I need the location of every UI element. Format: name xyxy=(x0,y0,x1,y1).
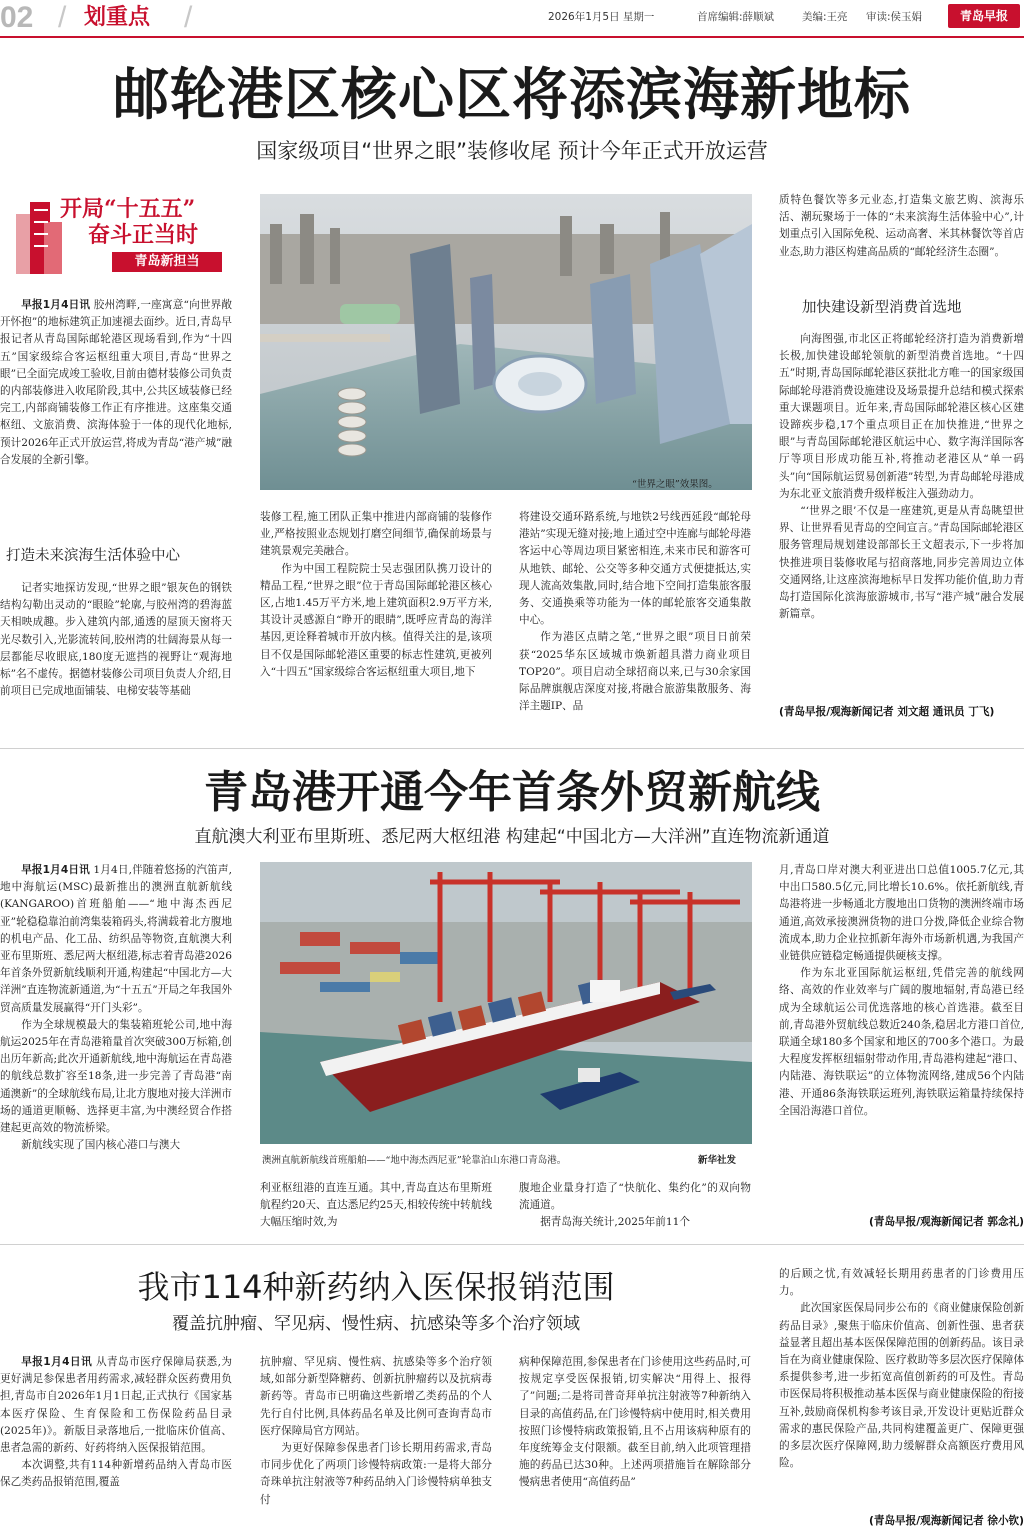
story2-column-1 xyxy=(0,862,232,1224)
story1-photo-caption: “世界之眼”效果图。 xyxy=(632,479,718,490)
story3-col4-text-2: 此次国家医保局同步公布的《商业健康保险创新药品目录》,聚焦于临床价值高、创新性强、患者获益显著且超出基本医保保障范围的创新药品。该目录旨在为商业健康保险、医疗救助等多层次医疗保障体系提供参考,进一步拓宽高值创新药的可及性。青岛市医保局将积极推动基本医保与商业健康保险的衔接互补,鼓励商保机构参考该目录,开发设计更贴近群众需求的惠民保险产品,共同构建覆盖更广、保障更强的多层次医疗保障网,助力缓解群众高额医疗费用风险。 xyxy=(779,1302,1024,1470)
badge-tagline: 青岛新担当 xyxy=(112,252,222,272)
story-divider xyxy=(0,1244,1024,1245)
story2-headline: 青岛港开通今年首条外贸新航线 xyxy=(204,767,820,818)
story3-col4-text: 的后顾之忧,有效减轻长期用药患者的门诊费用压力。 xyxy=(779,1268,1024,1298)
story2-photo-credit: 新华社发 xyxy=(698,1155,737,1166)
story2-subheadline: 直航澳大利亚布里斯班、悉尼两大枢纽港 构建起“中国北方—大洋洲”直连物流新通道 xyxy=(194,827,830,847)
story2-col1-text: 1月4日,伴随着悠扬的汽笛声,地中海航运(MSC)最新推出的澳洲直航新航线(KANGAROO)首班船舶——“地中海杰西尼亚”轮稳稳靠泊前湾集装箱码头,将满载着北方腹地的机电产品、化工品、纺织品等物资,直航澳大利亚布里斯班、悉尼两大枢纽港,标志着青岛港2026年首条外贸新航线顺利开通,构建起“中国北方—大洋洲”直连物流新通道,为“十五五”开局之年我国外贸高质量发展赢得“开门头彩”。 xyxy=(0,864,232,1014)
story2-col2-text: 利亚枢纽港的直连互通。其中,青岛直达布里斯班航程约20天、直达悉尼约25天,相较传统中转航线大幅压缩时效,为 xyxy=(260,1182,492,1229)
badge-title-line1: 开局“十五五” xyxy=(60,196,196,222)
page-number: 02 xyxy=(0,1,34,34)
story2-col4-text-2: 作为东北亚国际航运枢纽,凭借完善的航线网络、高效的作业效率与广阔的腹地辐射,青岛港已经成为全球航运公司优选落地的核心首选港。截至目前,青岛港外贸航线总数近240条,稳居北方港口首位,联通全球180多个国家和地区的700多个港口。为最大程度发挥枢纽辐射带动作用,青岛港构建起“港口、内陆港、海铁联运”的立体物流网络,建成56个内陆港、开通86条海铁联运班列,海铁联运箱量持续保持全国沿海港口首位。 xyxy=(779,967,1024,1117)
art-editor: 美编:王亮 xyxy=(802,11,848,23)
story3-column-2 xyxy=(260,1354,492,1531)
badge-title-line2: 奋斗正当时 xyxy=(88,222,199,248)
story1-column-2 xyxy=(260,509,492,740)
story1-col2-text: 装修工程,施工团队正集中推进内部商铺的装修作业,严格按照业态规划打磨空间细节,确保前场景与建筑景观完美融合。 xyxy=(260,511,492,558)
story1-column-1b xyxy=(0,580,232,740)
story1-column-3 xyxy=(519,509,751,740)
story2-col1-text-2: 作为全球规模最大的集装箱班轮公司,地中海航运2025年在青岛港箱量首次突破300万标箱,创出历年新高;此次开通新航线,地中海航运在青岛港的航线总数扩容至18条,进一步完善了青岛港“南通澳新”的全球航线布局,让北方腹地对接大洋洲市场的通道更顺畅、选择更丰富,为中澳经贸合作搭建起更高效的物流桥梁。 xyxy=(0,1018,232,1135)
story3-column-1 xyxy=(0,1354,232,1531)
story1-col4-text-2: 向海图强,市北区正将邮轮经济打造为消费新增长极,加快建设邮轮领航的新型消费首选地。“十四五”时期,青岛国际邮轮港区获批北方唯一的国家级国际邮轮母港消费设施建设及场景提升总结和模式探索重大课题项目。近年来,青岛国际邮轮港区核心区建设蹄疾步稳,17个重点项目正在加快推进,“世界之眼”与青岛国际邮轮港区航运中心、数字海洋国际客厅等项目形成功能互补,将推动老港区从“单一码头”向“国际航运贸易创新港”转型,为青岛邮轮母港成为东北亚文旅消费升级样板注入强劲动力。 xyxy=(779,333,1024,500)
story-divider xyxy=(0,748,1024,749)
header-rule xyxy=(0,36,1024,38)
story2-photo-caption: 澳洲直航新航线首班船舶——“地中海杰西尼亚”轮靠泊山东港口青岛港。 xyxy=(262,1155,567,1166)
chief-editor: 首席编辑:薛顺斌 xyxy=(697,11,775,23)
story2-column-2 xyxy=(260,1180,492,1234)
brand-logo: 青岛早报 xyxy=(948,4,1020,28)
story2-photo xyxy=(260,862,752,1144)
story3-col2-text-2: 为更好保障参保患者门诊长期用药需求,青岛市同步优化了两项门诊慢特病政策:一是将大部分奇珠单抗注射液等7种药品纳入门诊慢特病单独支付 xyxy=(260,1442,492,1506)
story1-col3-text-2: 作为港区点睛之笔,“世界之眼”项目日前荣获“2025华东区域城市焕新超具潜力商业项目TOP20”。项目启动全球招商以来,已与30余家国际品牌旗舰店深度对接,将融合旅游集散服务、海洋主题IP、品 xyxy=(519,631,751,713)
issue-date: 2026年1月5日 星期一 xyxy=(548,11,655,23)
story1-subhead-2: 加快建设新型消费首选地 xyxy=(802,300,962,316)
story1-column-1 xyxy=(0,297,232,527)
story1-column-4 xyxy=(779,192,1024,282)
header-divider-slash: / xyxy=(184,1,193,34)
story1-subheadline: 国家级项目“世界之眼”装修收尾 预计今年正式开放运营 xyxy=(256,139,768,163)
proofreader: 审读:侯玉娟 xyxy=(866,11,923,23)
story2-col3-text-2: 据青岛海关统计,2025年前11个 xyxy=(540,1216,690,1229)
story1-subhead-1: 打造未来滨海生活体验中心 xyxy=(6,548,180,564)
story1-column-4b xyxy=(779,331,1024,703)
story1-headline: 邮轮港区核心区将添滨海新地标 xyxy=(113,63,911,128)
story3-col2-text: 抗肿瘤、罕见病、慢性病、抗感染等多个治疗领域,如部分新型降糖药、创新抗肿瘤药以及抗病毒新药等。青岛市已明确这些新增乙类药品的个人先行自付比例,具体药品名单及比例可查询青岛市医疗保障局官方网站。 xyxy=(260,1356,492,1437)
story1-col3-text: 将建设交通环路系统,与地铁2号线西延段“邮轮母港站”实现无缝对接;地上通过空中连廊与邮轮母港客运中心等周边项目紧密相连,未来市民和游客可从地铁、邮轮、公交等多种交通方式便捷抵达,实现人流高效集散,同时,结合地下空间打造集旅客服务、交通换乘等功能为一体的邮轮旅客交通集散中心。 xyxy=(519,511,751,627)
dateline: 早报1月4日讯 xyxy=(21,299,91,311)
story3-headline: 我市114种新药纳入医保报销范围 xyxy=(137,1268,615,1306)
story3-col1-text: 从青岛市医疗保障局获悉,为更好满足参保患者用药需求,减轻群众医药费用负担,青岛市自2026年1月1日起,正式执行《国家基本医疗保险、生育保险和工伤保险药品目录(2025年)》。新版目录落地后,一批临床价值高、患者急需的新药、好药将纳入医保报销范围。 xyxy=(0,1356,232,1455)
story3-col3-text: 病种保障范围,参保患者在门诊使用这些药品时,可按规定享受医保报销,切实解决“用得上、报得了”问题;二是将司普奇拜单抗注射液等7种新纳入目录的高值药品,在门诊慢特病中使用时,相关费用按照门诊慢特病政策报销,且不占用该病种原有的年度统筹金支付限额。截至目前,纳入此项管理措施的药品已达30种。上述两项措施旨在解除部分慢病患者使用“高值药品” xyxy=(519,1356,751,1489)
story3-byline: (青岛早报/观海新闻记者 徐小钦) xyxy=(869,1515,1024,1527)
dateline: 早报1月4日讯 xyxy=(21,864,90,876)
campaign-badge xyxy=(14,196,224,276)
story2-column-3 xyxy=(519,1180,751,1234)
story3-column-4 xyxy=(779,1266,1024,1514)
story1-col1-text-2: 记者实地探访发现,“世界之眼”银灰色的钢铁结构勾勒出灵动的“眼睑”轮廓,与胶州湾的碧海蓝天相映成趣。步入建筑内部,通透的屋顶天窗将天光尽数引入,光影流转间,胶州湾的壮阔海景从每一层都能尽收眼底,180度无遮挡的视野让“观海地标”名不虚传。据德材装修公司项目负责人介绍,目前项目已完成地面铺装、电梯安装等基础 xyxy=(0,582,232,698)
section-name: 划重点 xyxy=(84,5,151,30)
story2-col4-text: 月,青岛口岸对澳大利亚进出口总值1005.7亿元,其中出口580.5亿元,同比增长10.6%。依托新航线,青岛港将进一步畅通北方腹地出口货物的澳洲终端市场通道,高效承接澳洲货物的进口分拨,降低企业综合物流成本,助力企业拉抓新年海外市场新机遇,为我国产业链供应链稳定畅通提供硬核支撑。 xyxy=(779,864,1024,963)
story1-col1-text: 胶州湾畔,一座寓意“向世界敞开怀抱”的地标建筑正加速褪去面纱。近日,青岛早报记者从青岛国际邮轮港区现场看到,作为“十四五”国家级综合客运枢纽重大项目,青岛“世界之眼”已全面完成竣工验收,目前由德材装修公司负责的内部装修进入收尾阶段,其中,公共区域装修已经完工,内部商铺装修工作正有序推进。这座集交通枢纽、文旅消费、滨海体验于一体的现代化地标,预计2026年正式开放运营,将成为青岛“港产城”融合发展的全新引擎。 xyxy=(0,299,232,466)
story2-column-4 xyxy=(779,862,1024,1214)
story1-photo xyxy=(260,194,752,490)
story1-col2-text-2: 作为中国工程院院士吴志强团队携刀设计的精品工程,“世界之眼”位于青岛国际邮轮港区核心区,占地1.45万平方米,地上建筑面积2.9万平方米,其设计灵感源自“睁开的眼睛”,既呼应青岛的海洋基因,更诠释着城市开放内核。值得关注的是,该项目不仅是国际邮轮港区重要的标志性建筑,更被列入“十四五”国家级综合客运枢纽重大项目,地下 xyxy=(260,562,492,678)
story1-col4-text: 质特色餐饮等多元业态,打造集文旅艺购、滨海乐活、潮玩聚场于一体的“未来滨海生活体验中心”,计划重点引入国际免税、运动高奢、米其林餐饮等首店业态,助力港区构建高品质的“邮轮经济生态圈”。 xyxy=(779,194,1024,258)
dateline: 早报1月4日讯 xyxy=(21,1356,93,1368)
story3-column-3 xyxy=(519,1354,751,1531)
story2-col1-text-3: 新航线实现了国内核心港口与澳大 xyxy=(21,1139,181,1152)
story2-col3-text: 腹地企业量身打造了“快航化、集约化”的双向物流通道。 xyxy=(519,1182,751,1212)
story1-byline: (青岛早报/观海新闻记者 刘文超 通讯员 丁飞) xyxy=(779,706,995,718)
story2-byline: (青岛早报/观海新闻记者 郭念礼) xyxy=(869,1216,1024,1228)
header-divider-slash: / xyxy=(58,1,67,34)
story1-col4-text-3: “‘世界之眼’不仅是一座建筑,更是从青岛眺望世界、让世界看见青岛的空间宣言。”青岛国际邮轮港区服务管理局规划建设部部长王文超表示,下一步将加快推进项目装修收尾与招商落地,同步完善周边立体交通网络,让这座滨海地标早日发挥功能价值,助力青岛打造国际化滨海旅游城市,书写“港产城”融合发展新篇章。 xyxy=(779,505,1024,621)
story3-col1-text-2: 本次调整,共有114种新增药品纳入青岛市医保乙类药品报销范围,覆盖 xyxy=(0,1459,232,1489)
story3-subheadline: 覆盖抗肿瘤、罕见病、慢性病、抗感染等多个治疗领域 xyxy=(172,1314,580,1334)
